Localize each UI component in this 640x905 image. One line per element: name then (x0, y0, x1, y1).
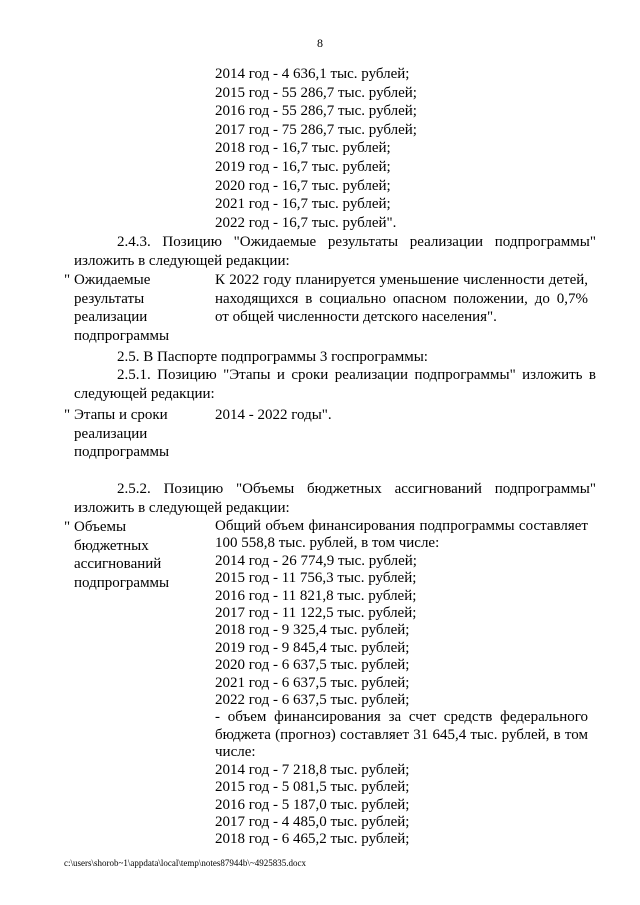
list-item: 2016 год - 55 286,7 тыс. рублей; (215, 103, 417, 120)
paragraph-2-4-3: 2.4.3. Позицию "Ожидаемые результаты реализации подпрограммы" изложить в следующей редакции: (74, 234, 596, 269)
paragraph-2-5-2: 2.5.2. Позицию "Объемы бюджетных ассигнований подпрограммы" изложить в следующей редакции: (74, 481, 596, 516)
stages-value: 2014 - 2022 годы". (215, 407, 332, 423)
budget-row (64, 518, 596, 848)
list-item: 2015 год - 11 756,3 тыс. рублей; (215, 570, 417, 587)
results-label: Ожидаемые результаты реализации подпрограммы (74, 272, 170, 344)
list-item: 2019 год - 16,7 тыс. рублей; (215, 158, 391, 175)
list-item: 2018 год - 9 325,4 тыс. рублей; (215, 622, 410, 639)
stages-row (64, 406, 596, 462)
list-item: 2021 год - 16,7 тыс. рублей; (215, 196, 391, 213)
list-item: 2018 год - 6 465,2 тыс. рублей; (215, 831, 410, 848)
list-item: 2020 год - 16,7 тыс. рублей; (215, 177, 391, 194)
open-quote: " (64, 519, 71, 535)
list-item: 2015 год - 5 081,5 тыс. рублей; (215, 779, 410, 796)
list-item: 2016 год - 11 821,8 тыс. рублей; (215, 587, 417, 604)
list-item: 2018 год - 16,7 тыс. рублей; (215, 140, 391, 157)
open-quote: " (64, 272, 71, 288)
list-item: 2022 год - 6 637,5 тыс. рублей; (215, 692, 410, 709)
list-item: 2017 год - 75 286,7 тыс. рублей; (215, 121, 417, 138)
paragraph-2-5: 2.5. В Паспорте подпрограммы 3 госпрограммы: (117, 349, 428, 365)
paragraph-2-5-1: 2.5.1. Позицию "Этапы и сроки реализации подпрограммы" изложить в следующей редакции: (74, 367, 596, 402)
list-item: 2015 год - 55 286,7 тыс. рублей; (215, 84, 417, 101)
list-item: 2017 год - 11 122,5 тыс. рублей; (215, 605, 417, 622)
page-number: 8 (317, 36, 323, 50)
list-item: 2014 год - 26 774,9 тыс. рублей; (215, 552, 417, 569)
list-item: 2016 год - 5 187,0 тыс. рублей; (215, 796, 410, 813)
top-year-list (215, 65, 417, 232)
results-value: К 2022 году планируется уменьшение численности детей, находящихся в социально опасном положении, до 0,7% от общей численности детского населения". (215, 272, 588, 326)
footer-file-path: c:\users\shorob~1\appdata\local\temp\notes87944b\~4925835.docx (64, 858, 306, 868)
budget-value: Общий объем финансирования подпрограммы составляет 100 558,8 тыс. рублей, в том числе: 2014 год - 26 774,9 тыс. рублей; 2015 год - 11 756,3 тыс. рублей; 2016 год - 11 821,8 тыс. рублей; 2017 год - 11 122,5 тыс. рублей; 2018 год - 9 325,4 тыс. рублей; 2019 год - 9 845,4 тыс. рублей; 2020 год - 6 637,5 тыс. рублей; 2021 год - 6 637,5 тыс. рублей; 2022 год - 6 637,5 тыс. рублей; - объем финансирования за счет средств федерального бюджета (прогноз) составляет 31 645,4 тыс. рублей, в том числе: 2014 год - 7 218,8 тыс. рублей; 2015 год - 5 081,5 тыс. рублей; 2016 год - 5 187,0 тыс. рублей; 2017 год - 4 485,0 тыс. рублей; 2018 год - 6 465,2 тыс. рублей; (215, 518, 588, 848)
list-item: 2017 год - 4 485,0 тыс. рублей; (215, 813, 410, 830)
list-item: 2022 год - 16,7 тыс. рублей". (215, 214, 397, 231)
list-item: 2019 год - 9 845,4 тыс. рублей; (215, 639, 410, 656)
stages-label: Этапы и сроки реализации подпрограммы (74, 407, 170, 461)
open-quote: " (64, 407, 71, 423)
results-row (64, 271, 596, 343)
list-item: 2020 год - 6 637,5 тыс. рублей; (215, 657, 410, 674)
budget-label: Объемы бюджетных ассигнований подпрограммы (74, 519, 170, 591)
list-item: 2021 год - 6 637,5 тыс. рублей; (215, 674, 410, 691)
list-item: 2014 год - 7 218,8 тыс. рублей; (215, 761, 410, 778)
list-item: 2014 год - 4 636,1 тыс. рублей; (215, 66, 410, 82)
